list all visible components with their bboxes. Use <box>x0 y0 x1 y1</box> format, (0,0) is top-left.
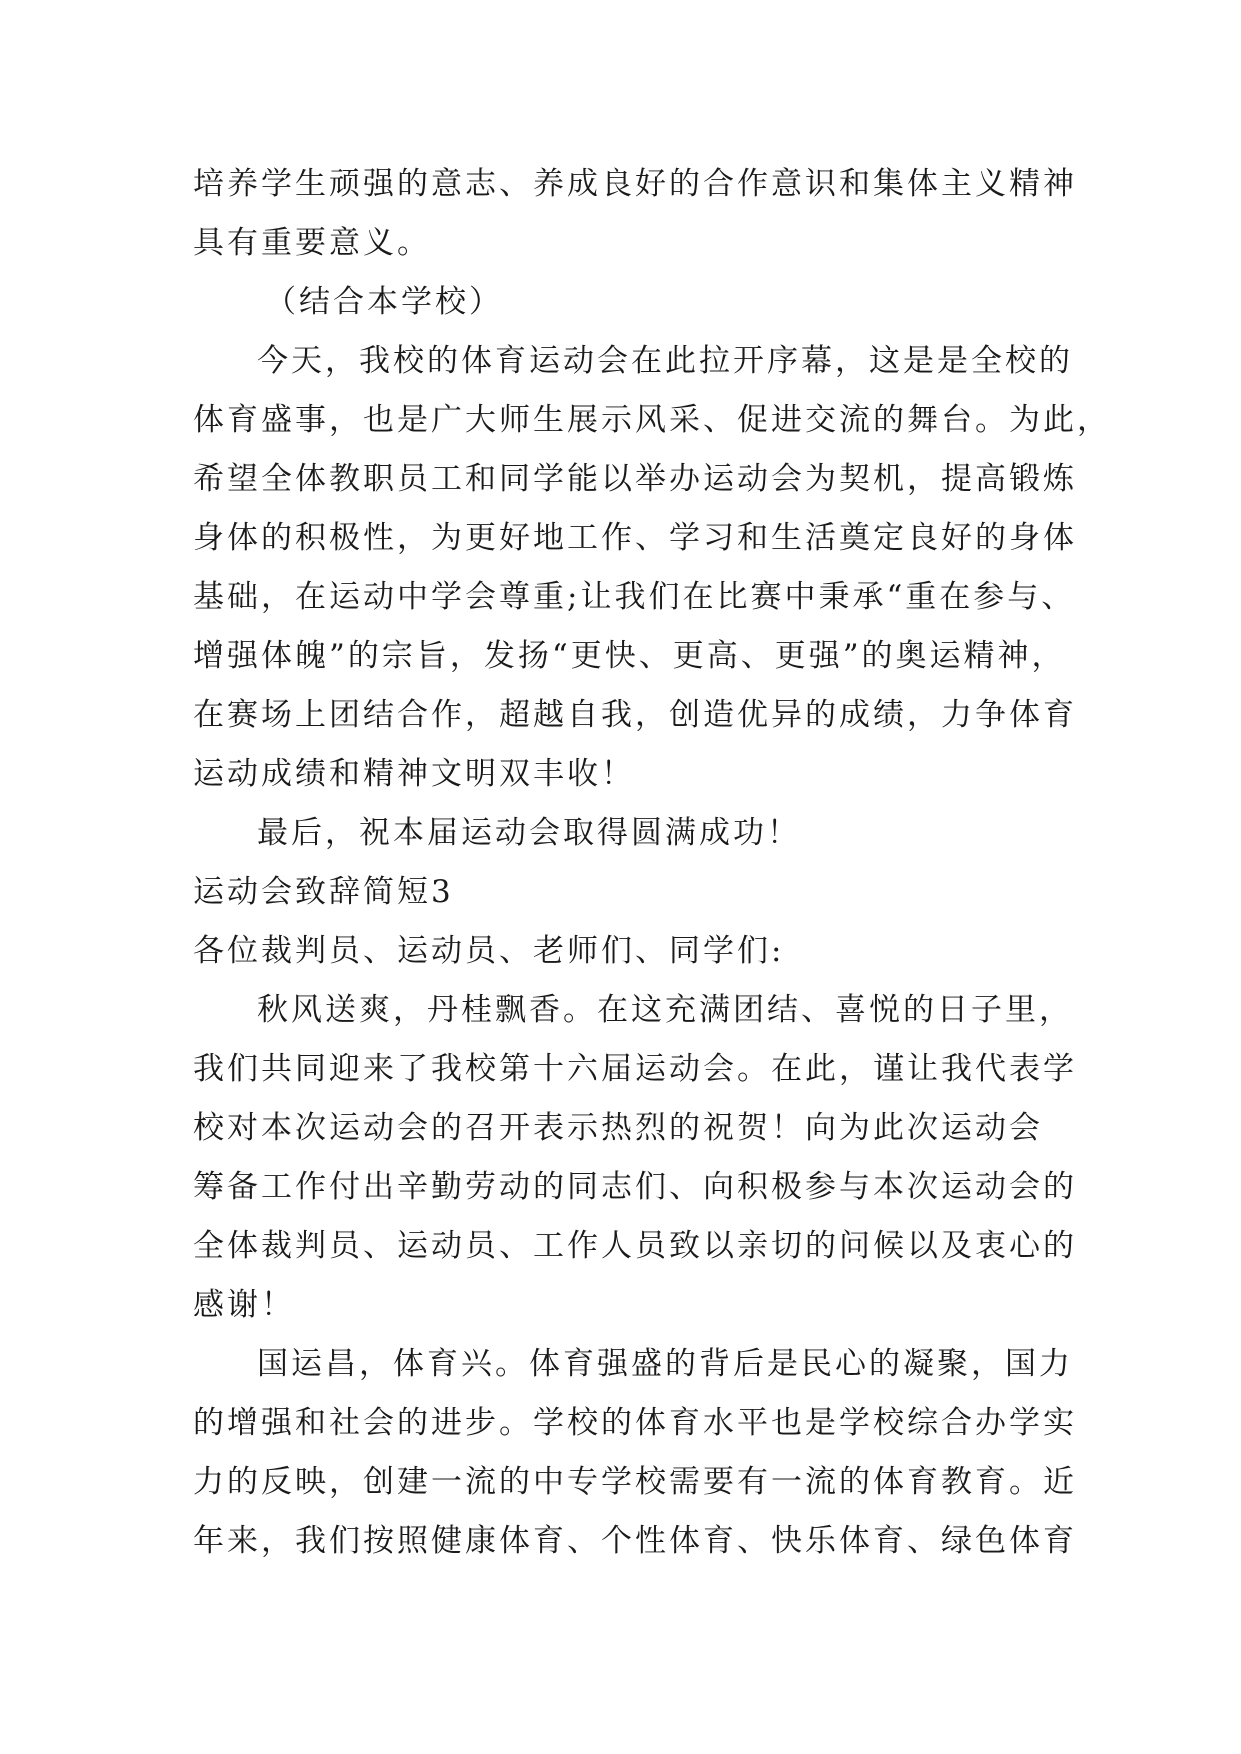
text-line: 筹备工作付出辛勤劳动的同志们、向积极参与本次运动会的 <box>193 1169 1077 1205</box>
text-line: 希望全体教职员工和同学能以举办运动会为契机，提高锻炼 <box>193 461 1077 497</box>
text-line: 基础，在运动中学会尊重;让我们在比赛中秉承“重在参与、 <box>193 579 1076 615</box>
text-line: 身体的积极性，为更好地工作、学习和生活奠定良好的身体 <box>193 520 1077 556</box>
text-line: 体育盛事，也是广大师生展示风采、促进交流的舞台。为此， <box>193 402 1111 438</box>
text-line: 年来，我们按照健康体育、个性体育、快乐体育、绿色体育 <box>193 1523 1077 1559</box>
section-heading: 运动会致辞简短3 <box>193 874 454 910</box>
text-line: 增强体魄”的宗旨，发扬“更快、更高、更强”的奥运精神， <box>193 638 1066 674</box>
text-line: 感谢！ <box>193 1287 295 1323</box>
text-line: 最后，祝本届运动会取得圆满成功！ <box>257 815 801 851</box>
text-line: 的增强和社会的进步。学校的体育水平也是学校综合办学实 <box>193 1405 1077 1441</box>
text-line: 我们共同迎来了我校第十六届运动会。在此，谨让我代表学 <box>193 1051 1077 1087</box>
text-line: 校对本次运动会的召开表示热烈的祝贺！向为此次运动会 <box>193 1110 1043 1146</box>
salutation: 各位裁判员、运动员、老师们、同学们: <box>193 933 785 969</box>
text-line: 培养学生顽强的意志、养成良好的合作意识和集体主义精神 <box>193 166 1077 202</box>
text-line: 国运昌，体育兴。体育强盛的背后是民心的凝聚，国力 <box>257 1346 1073 1382</box>
text-line: 力的反映，创建一流的中专学校需要有一流的体育教育。近 <box>193 1464 1077 1500</box>
text-line: （结合本学校） <box>265 284 503 320</box>
text-line: 今天，我校的体育运动会在此拉开序幕，这是是全校的 <box>257 343 1073 379</box>
text-line: 全体裁判员、运动员、工作人员致以亲切的问候以及衷心的 <box>193 1228 1077 1264</box>
text-line: 具有重要意义。 <box>193 225 431 261</box>
document-body <box>193 155 1111 1571</box>
text-line: 在赛场上团结合作，超越自我，创造优异的成绩，力争体育 <box>193 697 1077 733</box>
text-line: 秋风送爽，丹桂飘香。在这充满团结、喜悦的日子里， <box>257 992 1073 1028</box>
text-line: 运动成绩和精神文明双丰收！ <box>193 756 635 792</box>
